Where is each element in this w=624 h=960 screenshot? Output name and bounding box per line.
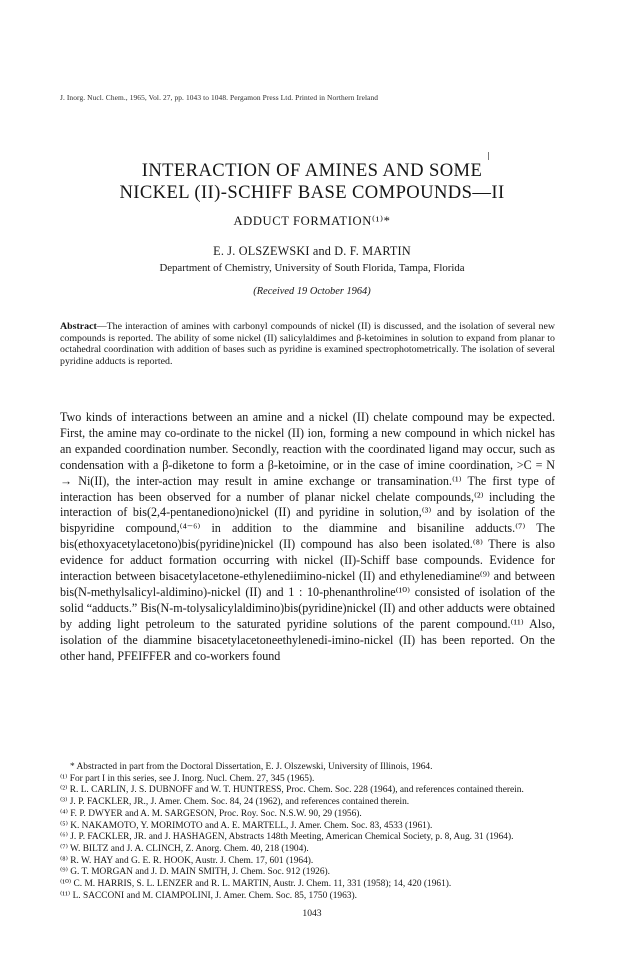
received-date-text: (Received 19 October 1964) <box>253 286 371 297</box>
footnote-2: ⁽²⁾ R. L. CARLIN, J. S. DUBNOFF and W. T. HUNTRESS, Proc. Chem. Soc. 228 (1964), and references contained therein. <box>60 785 524 796</box>
footnote-1: ⁽¹⁾ For part I in this series, see J. Inorg. Nucl. Chem. 27, 345 (1965). <box>60 773 315 784</box>
footnote-7: ⁽⁷⁾ W. BILTZ and J. A. CLINCH, Z. Anorg. Chem. 40, 218 (1904). <box>60 843 309 854</box>
abstract-text: —The interaction of amines with carbonyl compounds of nickel (II) is discussed, and the isolation of several new compounds is reported. The ability of some nickel (II) salicylaldimes and β-ketoimines in solution to expand from planar to octahedral coordination with addition of bases such as pyridine is examined spectrophotometrically. The isolation of several pyridine adducts is reported. <box>60 321 555 367</box>
footnote-4: ⁽⁴⁾ F. P. DWYER and A. M. SARGESON, Proc. Roy. Soc. N.S.W. 90, 29 (1956). <box>60 808 362 819</box>
footnote-10: ⁽¹⁰⁾ C. M. HARRIS, S. L. LENZER and R. L. MARTIN, Austr. J. Chem. 11, 331 (1958); 14, 420 (1961). <box>60 879 452 890</box>
running-head: J. Inorg. Nucl. Chem., 1965, Vol. 27, pp. 1043 to 1048. Pergamon Press Ltd. Printed in Northern Ireland <box>60 93 379 102</box>
received-date <box>0 286 624 297</box>
scan-mark <box>488 152 489 160</box>
body-paragraph: Two kinds of interactions between an amine and a nickel (II) chelate compound may be expected. First, the amine may co-ordinate to the nickel (II) ion, forming a new compound in which nickel has an expanded coordination number. Secondly, reaction with the coordinated ligand may occur, such as condensation with a β-diketone to form a β-ketoimine, or in the case of imine coordination, >C = N → Ni(II), the inter-action may result in amine exchange or transamination.⁽¹⁾ The first type of interaction has been observed for a number of planar nickel chelate compounds,⁽²⁾ including the interaction of bis(2,4-pentanediono)nickel (II) and pyridine in solution,⁽³⁾ and by isolation of the bispyridine compound,⁽⁴⁻⁶⁾ in addition to the diammine and bisaniline adducts.⁽⁷⁾ The bis(ethoxyacetylacetono)bis(pyridine)nickel (II) compound has also been isolated.⁽⁸⁾ There is also evidence for adduct formation occurring with nickel (II)-Schiff base compounds. Evidence for interaction between bisacetylacetone-ethylenediimino-nickel (II) and ethylenediamine⁽⁹⁾ and between bis(N-methylsalicyl-aldimino)-nickel (II) and 1 : 10-phenanthroline⁽¹⁰⁾ consisted of isolation of the solid “adducts.” Bis(N-m-tolysalicylaldimino)bis(pyridine)nickel (II) and other adducts were obtained by adding light petroleum to the saturated pyridine solutions of the parent compound.⁽¹¹⁾ Also, isolation of the diammine bisacetylacetoneethylenedi-imino-nickel (II) has been reported. On the other hand, PFEIFFER and co-workers found <box>60 410 555 663</box>
footnote-3: ⁽³⁾ J. P. FACKLER, JR., J. Amer. Chem. Soc. 84, 24 (1962), and references contained therein. <box>60 797 410 808</box>
abstract-label: Abstract <box>60 321 97 332</box>
footnotes <box>60 762 555 902</box>
footnote-abstracted: * Abstracted in part from the Doctoral Dissertation, E. J. Olszewski, University of Illinois, 1964. <box>70 762 433 772</box>
footnote-6: ⁽⁶⁾ J. P. FACKLER, JR. and J. HASHAGEN, Abstracts 148th Meeting, American Chemical Society, p. 8, Aug. 31 (1964). <box>60 832 514 843</box>
footnote-11: ⁽¹¹⁾ L. SACCONI and M. CIAMPOLINI, J. Amer. Chem. Soc. 85, 1750 (1963). <box>60 890 357 901</box>
article-title-line-2: NICKEL (II)-SCHIFF BASE COMPOUNDS—II <box>119 182 505 203</box>
article-title-line-1: INTERACTION OF AMINES AND SOME <box>141 160 483 181</box>
body-text <box>60 410 555 665</box>
affiliation: Department of Chemistry, University of South Florida, Tampa, Florida <box>159 262 465 274</box>
title-block <box>0 160 624 297</box>
article-subtitle: ADDUCT FORMATION⁽¹⁾* <box>233 214 391 228</box>
page-number: 1043 <box>302 908 322 919</box>
footnote-8: ⁽⁸⁾ R. W. HAY and G. E. R. HOOK, Austr. J. Chem. 17, 601 (1964). <box>60 855 314 866</box>
authors: E. J. OLSZEWSKI and D. F. MARTIN <box>213 244 411 258</box>
footnote-5: ⁽⁵⁾ K. NAKAMOTO, Y. MORIMOTO and A. E. MARTELL, J. Amer. Chem. Soc. 83, 4533 (1961). <box>60 820 433 831</box>
footnote-9: ⁽⁹⁾ G. T. MORGAN and J. D. MAIN SMITH, J. Chem. Soc. 912 (1926). <box>60 867 331 878</box>
abstract <box>60 321 555 367</box>
